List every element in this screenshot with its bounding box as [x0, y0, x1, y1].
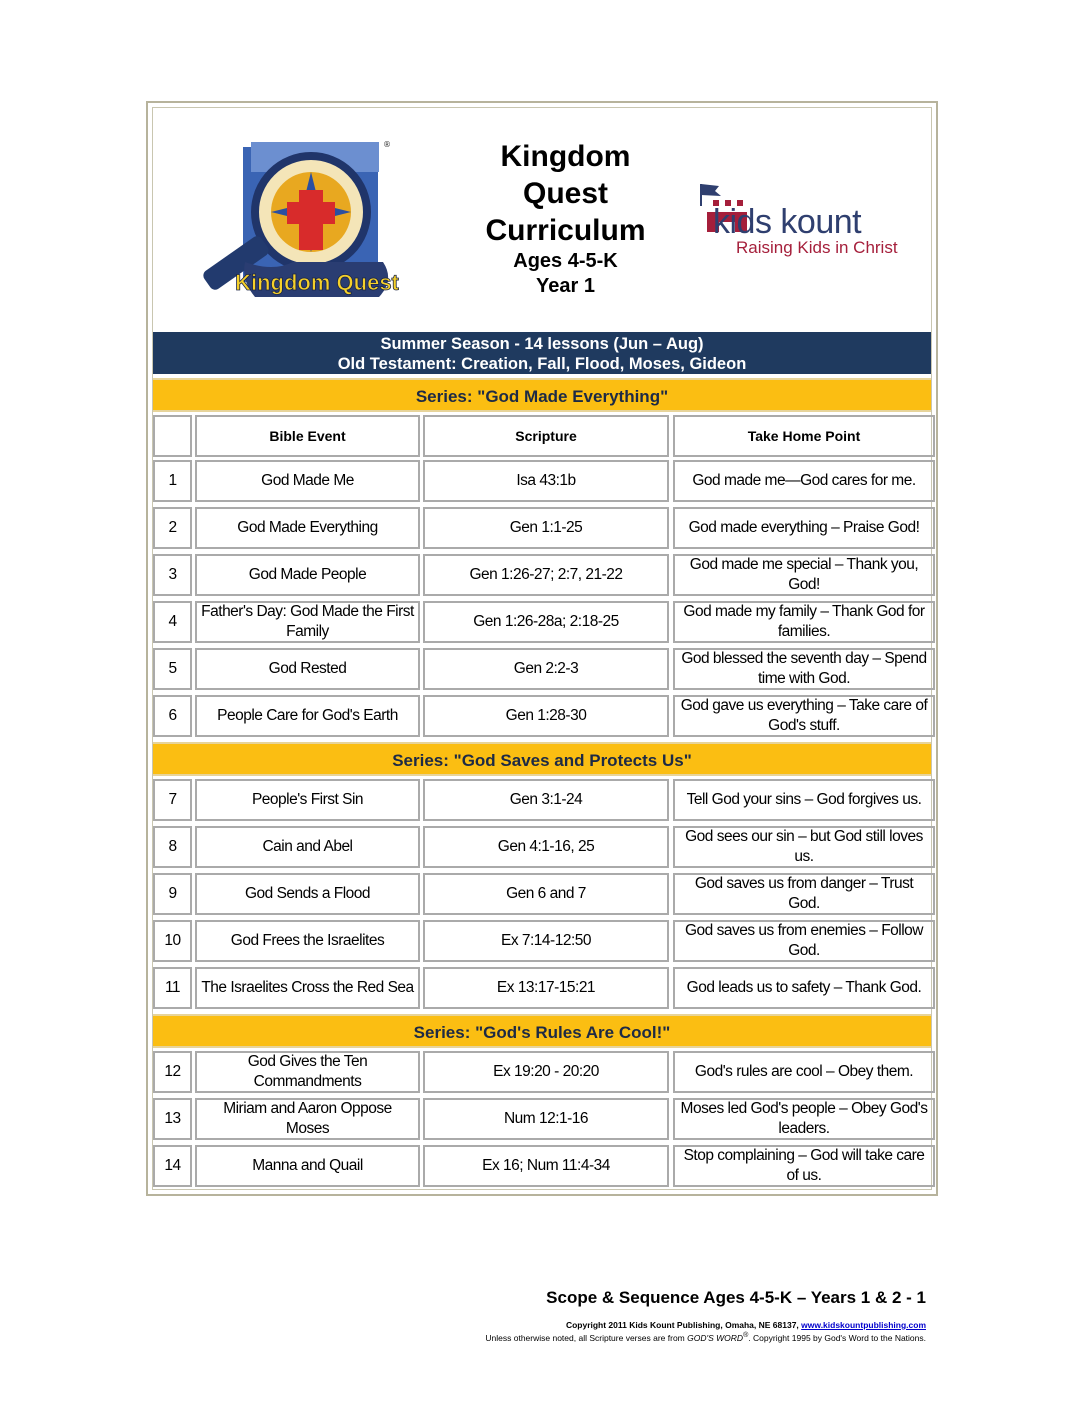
bible-event: God Made People — [195, 554, 420, 596]
bible-event: Manna and Quail — [195, 1145, 420, 1187]
take-home-point: God's rules are cool – Obey them. — [673, 1051, 935, 1093]
table-header-row — [153, 415, 931, 459]
table-row — [153, 554, 931, 598]
take-home-point: God made everything – Praise God! — [673, 507, 935, 549]
bible-event: God Gives the Ten Commandments — [195, 1051, 420, 1093]
bible-event: Miriam and Aaron Oppose Moses — [195, 1098, 420, 1140]
content-box — [152, 107, 932, 1190]
note-suffix: . Copyright 1995 by God's Word to the Nations. — [748, 1332, 926, 1343]
bible-event: Cain and Abel — [195, 826, 420, 868]
bible-event: Father's Day: God Made the First Family — [195, 601, 420, 643]
table-row — [153, 460, 931, 504]
table-row — [153, 695, 931, 739]
year-label: Year 1 — [536, 275, 595, 297]
series-header: Series: "God Saves and Protects Us" — [153, 742, 931, 776]
table-row — [153, 967, 931, 1011]
scripture: Isa 43:1b — [423, 460, 669, 502]
lesson-number: 10 — [153, 920, 192, 962]
table-row — [153, 648, 931, 692]
ages-label: Ages 4-5-K — [513, 250, 618, 272]
scripture: Ex 7:14-12:50 — [423, 920, 669, 962]
bible-event: People's First Sin — [195, 779, 420, 821]
scripture: Gen 3:1-24 — [423, 779, 669, 821]
note-prefix: Unless otherwise noted, all Scripture verses are from — [485, 1332, 685, 1343]
scripture: Gen 1:1-25 — [423, 507, 669, 549]
lesson-number: 14 — [153, 1145, 192, 1187]
series-header: Series: "God's Rules Are Cool!" — [153, 1014, 931, 1048]
take-home-point: God made my family – Thank God for families. — [673, 601, 935, 643]
lesson-number: 6 — [153, 695, 192, 737]
page-title — [473, 138, 658, 299]
scripture: Gen 1:26-27; 2:7, 21-22 — [423, 554, 669, 596]
scripture: Gen 1:26-28a; 2:18-25 — [423, 601, 669, 643]
bible-event: God Frees the Israelites — [195, 920, 420, 962]
copyright-text: Copyright 2011 Kids Kount Publishing, Omaha, NE 68137, — [565, 1320, 799, 1330]
table-row — [153, 1051, 931, 1095]
bible-event: God Made Everything — [195, 507, 420, 549]
take-home-point: Stop complaining – God will take care of us. — [673, 1145, 935, 1187]
take-home-point: God saves us from enemies – Follow God. — [673, 920, 935, 962]
kids-kount-name: kids kount — [713, 203, 862, 241]
footer-copyright: Copyright 2011 Kids Kount Publishing, Omaha, NE 68137, www.kidskountpublishing.com Unless otherwise noted, all Scripture verses are from GOD'S WORD®. Copyright 1995 by God's Word to the Nations. — [485, 1320, 926, 1343]
scripture: Ex 13:17-15:21 — [423, 967, 669, 1009]
lesson-number: 5 — [153, 648, 192, 690]
scripture: Gen 1:28-30 — [423, 695, 669, 737]
table-row — [153, 1145, 931, 1189]
kingdom-quest-logo — [183, 112, 423, 330]
season-banner — [153, 332, 931, 374]
table-row — [153, 826, 931, 870]
take-home-point: God sees our sin – but God still loves us. — [673, 826, 935, 868]
season-line-2: Old Testament: Creation, Fall, Flood, Moses, Gideon — [337, 355, 747, 373]
take-home-point: God leads us to safety – Thank God. — [673, 967, 935, 1009]
take-home-point: God gave us everything – Take care of God's stuff. — [673, 695, 935, 737]
title-line-1: Kingdom — [500, 140, 631, 173]
scripture: Ex 16; Num 11:4-34 — [423, 1145, 669, 1187]
season-line-1: Summer Season - 14 lessons (Jun – Aug) — [380, 335, 704, 353]
table-row — [153, 779, 931, 823]
table-row — [153, 873, 931, 917]
lesson-number: 1 — [153, 460, 192, 502]
column-header: Bible Event — [195, 415, 420, 457]
lesson-number: 13 — [153, 1098, 192, 1140]
kq-logo-text: Kingdom Quest — [235, 270, 399, 295]
publisher-link[interactable]: www.kidskountpublishing.com — [801, 1320, 926, 1330]
take-home-point: Moses led God's people – Obey God's leaders. — [673, 1098, 935, 1140]
take-home-point: Tell God your sins – God forgives us. — [673, 779, 935, 821]
scripture: Gen 6 and 7 — [423, 873, 669, 915]
table-row — [153, 920, 931, 964]
title-line-3: Curriculum — [485, 214, 646, 247]
lesson-number: 11 — [153, 967, 192, 1009]
column-header: Scripture — [423, 415, 669, 457]
bible-event: God Rested — [195, 648, 420, 690]
lesson-number: 4 — [153, 601, 192, 643]
column-header — [153, 415, 192, 457]
scripture: Gen 2:2-3 — [423, 648, 669, 690]
scripture: Num 12:1-16 — [423, 1098, 669, 1140]
take-home-point: God made me—God cares for me. — [673, 460, 935, 502]
svg-text:®: ® — [383, 140, 391, 149]
header — [153, 108, 931, 331]
take-home-point: God blessed the seventh day – Spend time with God. — [673, 648, 935, 690]
lesson-number: 12 — [153, 1051, 192, 1093]
title-line-2: Quest — [522, 177, 609, 210]
scripture: Gen 4:1-16, 25 — [423, 826, 669, 868]
bible-event: God Sends a Flood — [195, 873, 420, 915]
footer-title: Scope & Sequence Ages 4-5-K – Years 1 & 2 - 1 — [546, 1288, 926, 1307]
lesson-number: 3 — [153, 554, 192, 596]
bible-event: The Israelites Cross the Red Sea — [195, 967, 420, 1009]
table-row — [153, 601, 931, 645]
scripture: Ex 19:20 - 20:20 — [423, 1051, 669, 1093]
page-frame — [146, 101, 938, 1196]
lesson-number: 9 — [153, 873, 192, 915]
kids-kount-tagline: Raising Kids in Christ — [736, 238, 898, 257]
lesson-number: 8 — [153, 826, 192, 868]
lesson-number: 7 — [153, 779, 192, 821]
bible-event: God Made Me — [195, 460, 420, 502]
lesson-number: 2 — [153, 507, 192, 549]
bible-event: People Care for God's Earth — [195, 695, 420, 737]
note-source: GOD'S WORD — [687, 1332, 744, 1343]
series-header: Series: "God Made Everything" — [153, 378, 931, 412]
table-row — [153, 507, 931, 551]
column-header: Take Home Point — [673, 415, 935, 457]
take-home-point: God saves us from danger – Trust God. — [673, 873, 935, 915]
table-row — [153, 1098, 931, 1142]
take-home-point: God made me special – Thank you, God! — [673, 554, 935, 596]
